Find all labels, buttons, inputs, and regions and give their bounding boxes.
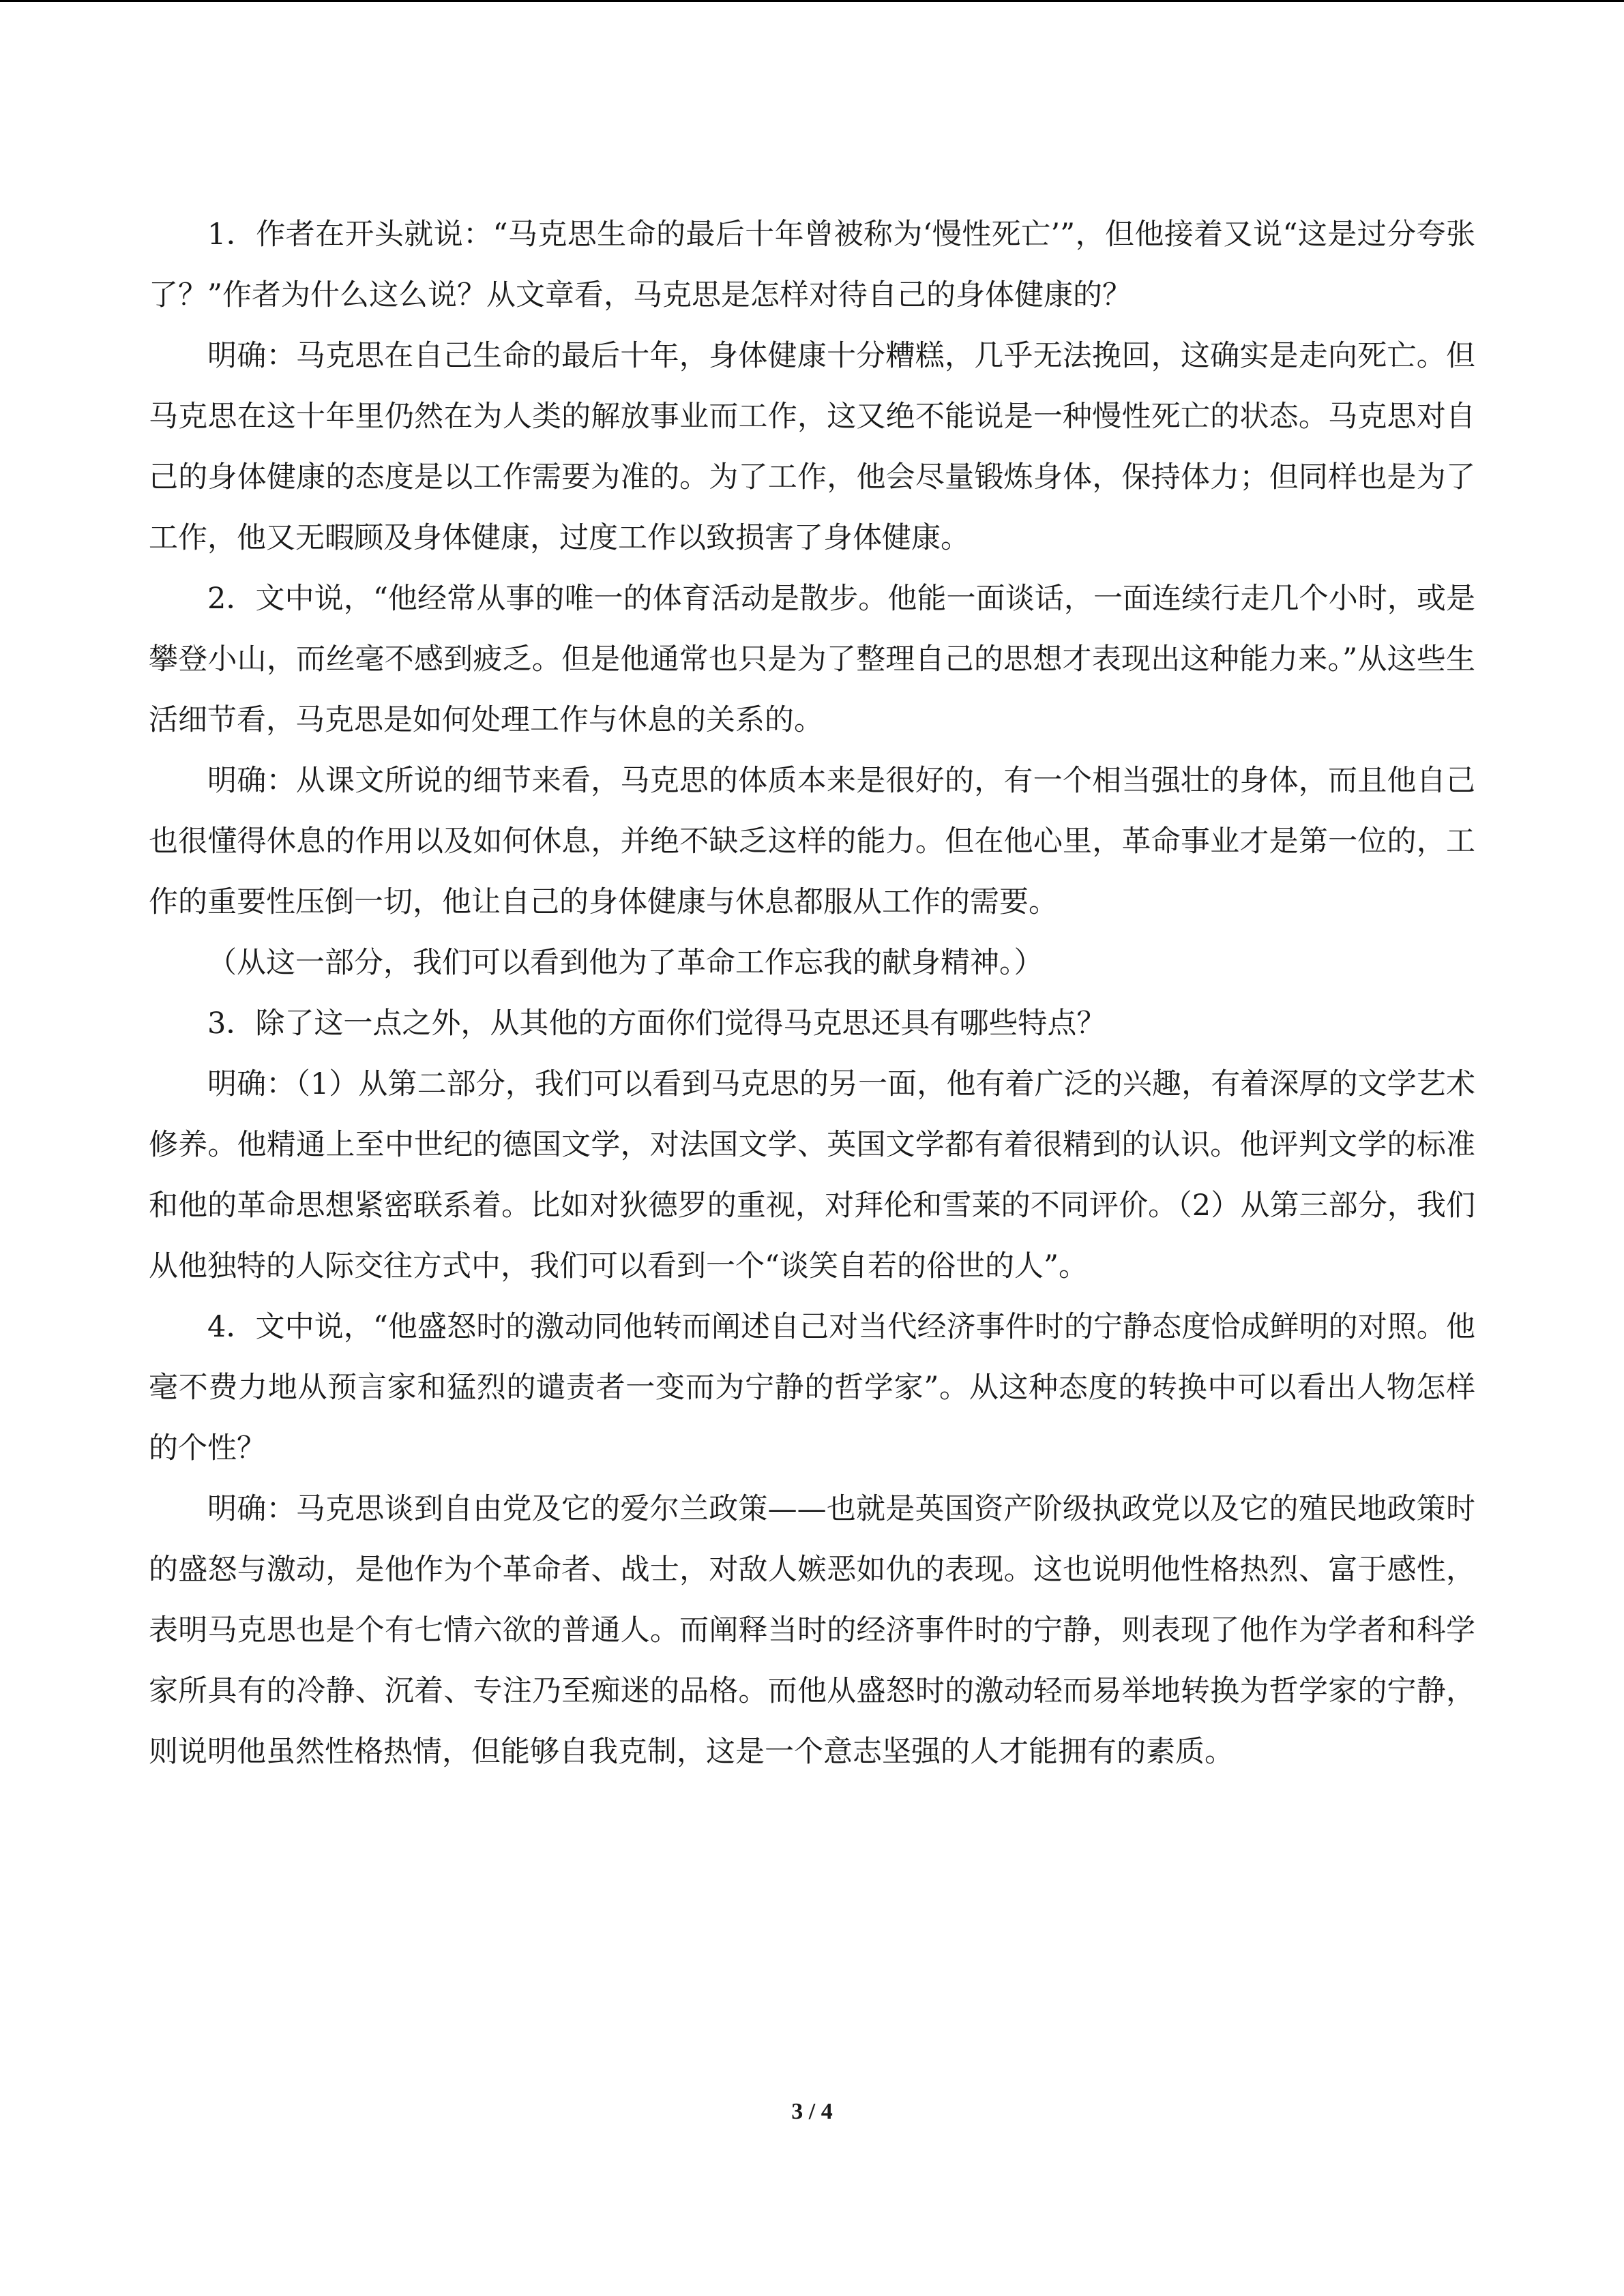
answer-2: 明确：从课文所说的细节来看，马克思的体质本来是很好的，有一个相当强壮的身体，而且他自己也很懂得休息的作用以及如何休息，并绝不缺乏这样的能力。但在他心里，革命事业才是第一位的，工作的重要性压倒一切，他让自己的身体健康与休息都服从工作的需要。: [149, 764, 1475, 919]
top-border-line: [0, 0, 1624, 2]
question-2: 2．文中说，“他经常从事的唯一的体育活动是散步。他能一面谈话，一面连续行走几个小时，或是攀登小山，而丝毫不感到疲乏。但是他通常也只是为了整理自己的思想才表现出这种能力来。”从这些生活细节看，马克思是如何处理工作与休息的关系的。: [149, 582, 1475, 737]
document-body: [149, 205, 1475, 1783]
question-1: 1．作者在开头就说：“马克思生命的最后十年曾被称为‘慢性死亡’”，但他接着又说“这是过分夸张了？”作者为什么这么说？从文章看，马克思是怎样对待自己的身体健康的？: [149, 218, 1475, 312]
question-4: 4．文中说，“他盛怒时的激动同他转而阐述自己对当代经济事件时的宁静态度恰成鲜明的对照。他毫不费力地从预言家和猛烈的谴责者一变而为宁静的哲学家”。从这种态度的转换中可以看出人物怎样的个性？: [149, 1310, 1475, 1465]
answer-4: 明确：马克思谈到自由党及它的爱尔兰政策——也就是英国资产阶级执政党以及它的殖民地政策时的盛怒与激动，是他作为个革命者、战士，对敌人嫉恶如仇的表现。这也说明他性格热烈、富于感性，表明马克思也是个有七情六欲的普通人。而阐释当时的经济事件时的宁静，则表现了他作为学者和科学家所具有的冷静、沉着、专注乃至痴迷的品格。而他从盛怒时的激动轻而易举地转换为哲学家的宁静，则说明他虽然性格热情，但能够自我克制，这是一个意志坚强的人才能拥有的素质。: [149, 1492, 1475, 1769]
question-3: 3．除了这一点之外，从其他的方面你们觉得马克思还具有哪些特点？: [207, 1007, 1106, 1041]
page-number: 3 / 4: [791, 2099, 833, 2124]
answer-1: 明确：马克思在自己生命的最后十年，身体健康十分糟糕，几乎无法挽回，这确实是走向死亡。但马克思在这十年里仍然在为人类的解放事业而工作，这又绝不能说是一种慢性死亡的状态。马克思对自己的身体健康的态度是以工作需要为准的。为了工作，他会尽量锻炼身体，保持体力；但同样也是为了工作，他又无暇顾及身体健康，过度工作以致损害了身体健康。: [149, 339, 1475, 555]
section-note: （从这一部分，我们可以看到他为了革命工作忘我的献身精神。）: [207, 946, 1044, 980]
answer-3: 明确：（1）从第二部分，我们可以看到马克思的另一面，他有着广泛的兴趣，有着深厚的文学艺术修养。他精通上至中世纪的德国文学，对法国文学、英国文学都有着很精到的认识。他评判文学的标准和他的革命思想紧密联系着。比如对狄德罗的重视，对拜伦和雪莱的不同评价。（2）从第三部分，我们从他独特的人际交往方式中，我们可以看到一个“谈笑自若的俗世的人”。: [149, 1067, 1475, 1283]
